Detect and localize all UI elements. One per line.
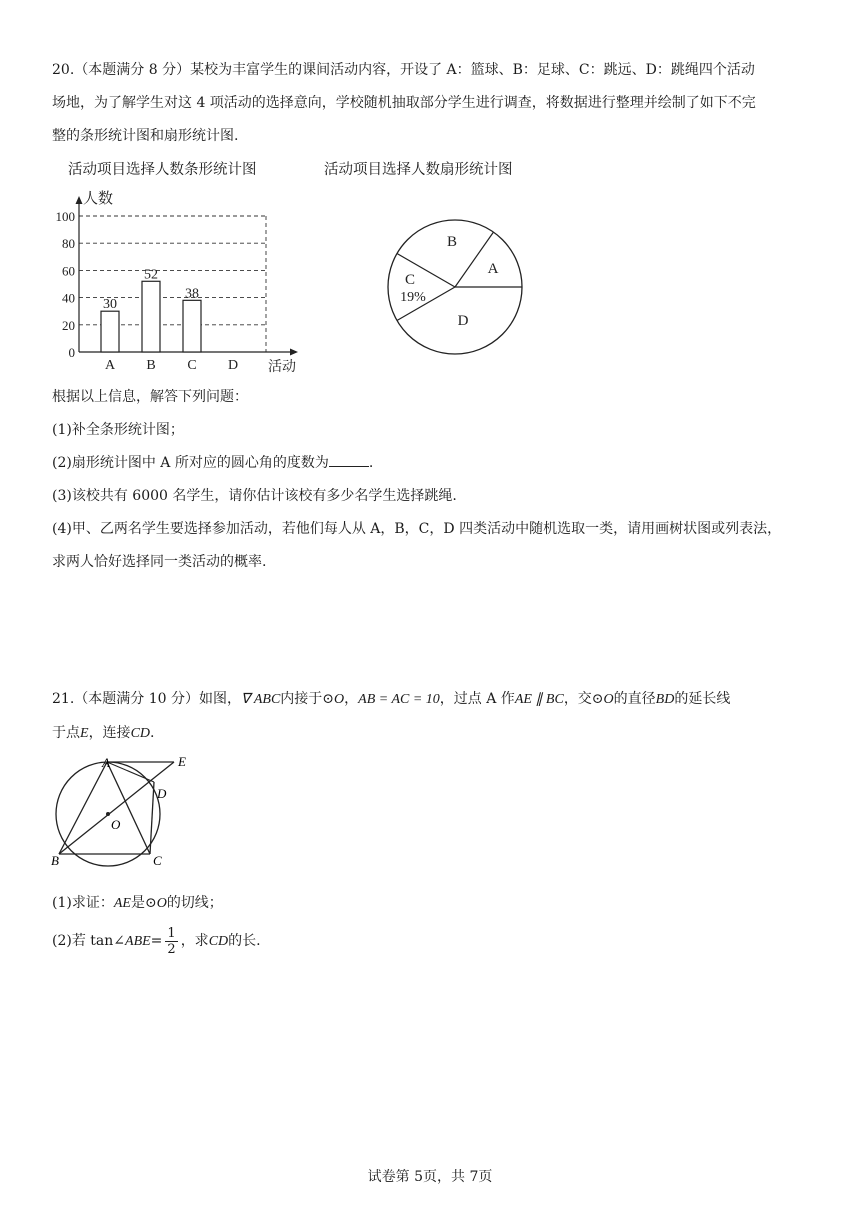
- bar-chart-title: 活动项目选择人数条形统计图: [68, 162, 257, 178]
- label-e: E: [178, 756, 186, 769]
- label-o: O: [111, 817, 121, 832]
- pie-slice-label: B: [446, 234, 458, 250]
- x-axis-arrow: [290, 349, 298, 356]
- q21-text: 内接于⊙: [280, 691, 335, 707]
- y-tick-label: 60: [62, 263, 75, 279]
- pie-chart: [380, 212, 530, 362]
- q21-sub2-text: 的长.: [228, 933, 261, 949]
- x-tick-label: B: [146, 358, 156, 373]
- y-tick-label: 0: [68, 345, 75, 360]
- q20-sub2: [52, 449, 812, 478]
- parallel-ae-bc: AE ∥ BC: [514, 692, 564, 707]
- q20-intro: 根据以上信息，解答下列问题：: [52, 389, 248, 405]
- bar: [101, 311, 119, 352]
- q20-sub3: (3)该校共有 6000 名学生，请你估计该校有多少名学生选择跳绳.: [52, 488, 457, 504]
- fraction-numerator: 1: [167, 925, 176, 941]
- q21-sub2: [52, 922, 812, 961]
- q21-line-1: [52, 685, 812, 714]
- bar-data-label: 30: [103, 297, 117, 313]
- label-c: C: [153, 853, 162, 868]
- page-footer: 试卷第 5页，共 7页: [367, 1169, 493, 1185]
- segment-ae: AE: [113, 896, 131, 911]
- q20-sub4-line-2: 求两人恰好选择同一类活动的概率.: [52, 554, 267, 570]
- q21-text: 于点: [52, 725, 80, 741]
- bar: [183, 300, 201, 352]
- geometry-figure: [46, 756, 216, 868]
- angle-abe: ABE: [125, 934, 151, 949]
- label-b: B: [51, 853, 59, 868]
- segment-cd: CD: [130, 726, 151, 741]
- q21-sub1-text: 的切线；: [166, 895, 223, 911]
- q20-sub2-text: (2)扇形统计图中 A 所对应的圆心角的度数为: [52, 455, 329, 471]
- label-a: A: [102, 756, 110, 770]
- q20-sub2-end: .: [368, 455, 374, 471]
- q21-sub1-text: (1)求证：: [52, 895, 114, 911]
- y-axis-arrow: [76, 196, 83, 204]
- equals-sign: =: [150, 933, 163, 949]
- y-tick-label: 100: [55, 209, 75, 224]
- y-tick-label: 80: [62, 236, 75, 252]
- line-ad: [107, 762, 154, 782]
- x-tick-label: A: [104, 358, 116, 373]
- bar-data-label: 52: [144, 267, 158, 283]
- q21-text: ，连接: [88, 725, 131, 741]
- segment-cd: CD: [208, 934, 229, 949]
- line-cd: [150, 782, 154, 854]
- circle-o: O: [334, 692, 345, 707]
- q21-text: 的直径: [613, 691, 656, 707]
- x-tick-label: C: [187, 358, 197, 373]
- circle-o: O: [603, 692, 614, 707]
- q20-sub1: (1)补全条形统计图；: [52, 422, 184, 438]
- bar-data-label: 38: [185, 286, 199, 302]
- bar: [142, 281, 160, 352]
- label-d: D: [157, 786, 167, 801]
- pie-chart-title: 活动项目选择人数扇形统计图: [324, 162, 513, 178]
- bar-chart: [48, 186, 308, 381]
- line-ab: [59, 762, 107, 854]
- q21-text: ，过点 A 作: [439, 691, 515, 707]
- x-axis-label: 活动: [268, 360, 296, 375]
- q21-sub1-text: 是⊙: [130, 895, 157, 911]
- q21-text: ，: [344, 691, 359, 707]
- fraction-one-half: [165, 926, 177, 957]
- equation-ab-ac: AB = AC = 10: [358, 692, 440, 707]
- y-tick-label: 40: [62, 290, 75, 306]
- q20-line-3: 整的条形统计图和扇形统计图.: [52, 128, 239, 144]
- pie-slice-label: D: [457, 313, 469, 329]
- diameter-bd: BD: [655, 692, 675, 707]
- q21-text: ，交⊙: [563, 691, 604, 707]
- center-dot: [106, 812, 110, 816]
- pie-slice-label: A: [487, 261, 499, 277]
- q21-header: 21.（本题满分 10 分）如图，: [52, 691, 241, 707]
- y-axis-label: 人数: [83, 191, 114, 207]
- circle-o: O: [156, 896, 167, 911]
- answer-blank[interactable]: [329, 450, 369, 467]
- q21-sub1: [52, 889, 812, 918]
- q21-text: 的延长线: [674, 691, 731, 707]
- q20-line-1: 20.（本题满分 8 分）某校为丰富学生的课间活动内容，开设了 A：篮球、B：足球、C：跳远、D：跳绳四个活动: [52, 62, 755, 78]
- q21-sub2-text: ，求: [180, 933, 209, 949]
- q21-text: .: [150, 725, 155, 741]
- pie-slice-percent: 19%: [400, 290, 426, 305]
- q20-sub4-line-1: (4)甲、乙两名学生要选择参加活动，若他们每人从 A，B，C，D 四类活动中随机选取一类，请用画树状图或列表法，: [52, 521, 782, 537]
- pie-slice-label: C: [404, 272, 416, 288]
- q20-line-2: 场地，为了解学生对这 4 项活动的选择意向，学校随机抽取部分学生进行调查，将数据进行整理并绘制了如下不完: [52, 95, 756, 111]
- point-e: E: [80, 726, 89, 741]
- x-tick-label: D: [227, 358, 239, 373]
- y-tick-label: 20: [62, 317, 75, 333]
- triangle-abc: ∇ ABC: [240, 692, 281, 707]
- line-be: [59, 762, 174, 854]
- fraction-denominator: 2: [167, 941, 176, 957]
- q21-sub2-text: (2)若 tan∠: [52, 933, 126, 949]
- q21-line-2: [52, 719, 812, 748]
